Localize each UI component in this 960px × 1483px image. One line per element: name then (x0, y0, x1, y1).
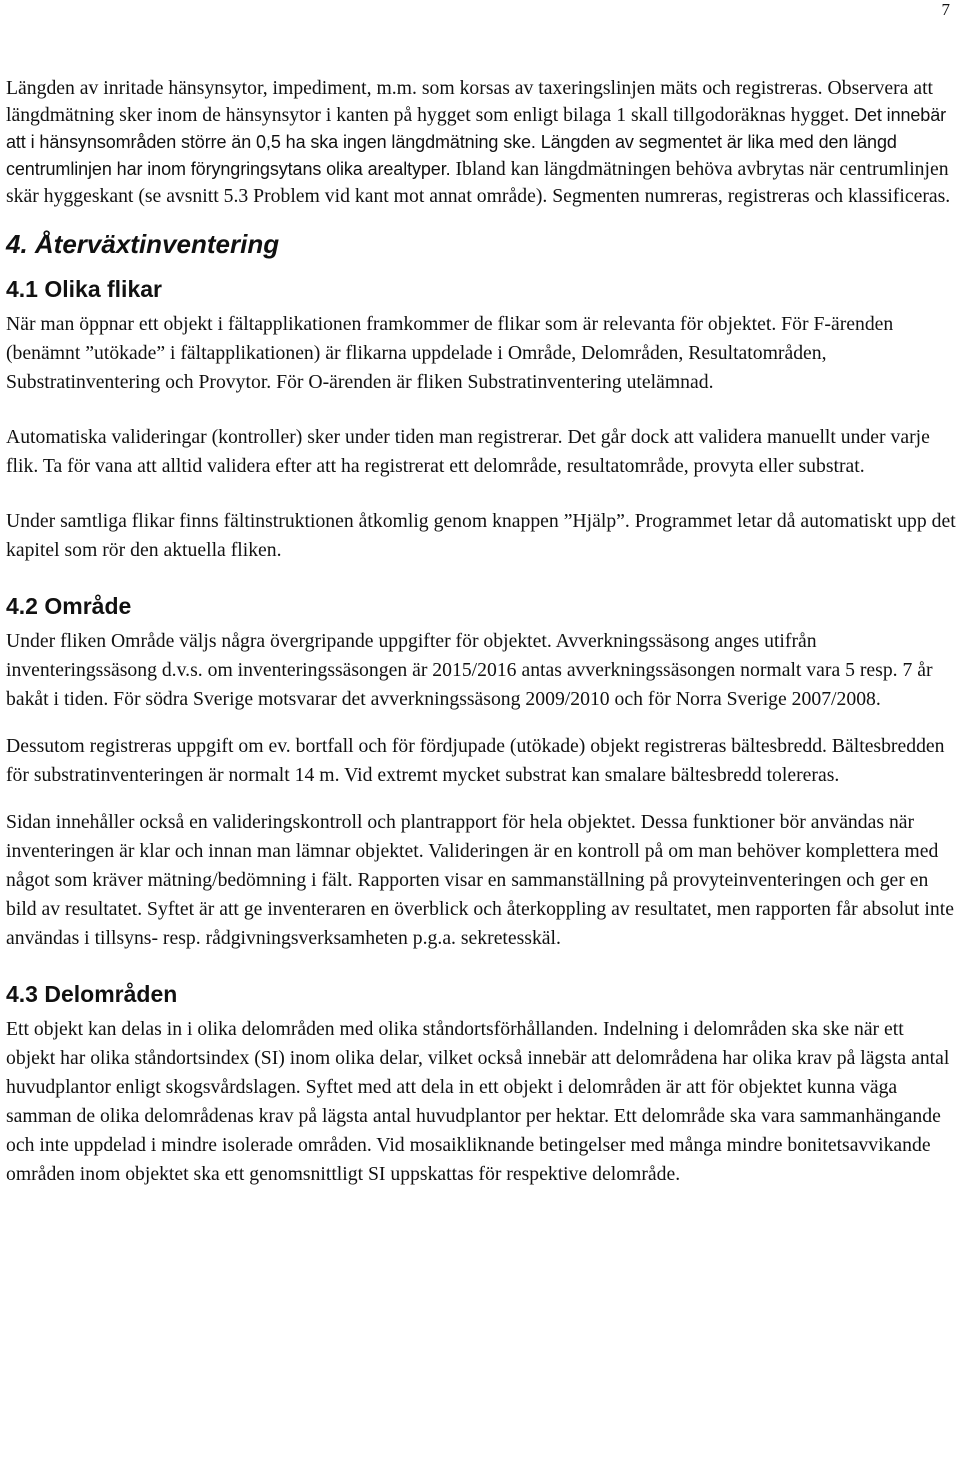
intro-sans-text: Det innebär att i hänsynsområden större än 0,5 ha ska ingen längdmätning ske. Längden av segmentet är lika med den längd centrumlinjen har inom föryngringsytans olika arealtyper. (6, 105, 947, 180)
page-number: 7 (941, 0, 950, 19)
section-4-1-heading: 4.1 Olika flikar (6, 276, 162, 303)
section-4-2-paragraph: Sidan innehåller också en valideringskontroll och plantrapport för hela objektet. Dessa funktioner bör användas när inventeringen är klar och innan man lämnar objektet. Valideringen är en kontroll på om man behöver komplettera med något som kräver mätning/bedömning i fält. Rapporten visar en sammanställning på provyteinventeringen och ger en bild av resultatet. Syftet är att ge inventeraren en överblick och återkoppling av resultatet, men rapporten får absolut inte användas i tillsyns- resp. rådgivningsverksamheten p.g.a. sekretesskäl. (6, 811, 954, 950)
intro-serif-text: Längden av inritade hänsynsytor, impediment, m.m. som korsas av taxeringslinjen mäts och registreras. Observera att längdmätning sker inom de hänsynsytor i kanten på hygget som enligt bilaga 1 skall tillgodoräknas hygget. (6, 77, 934, 127)
section-4-1-paragraph: Under samtliga flikar finns fältinstruktionen åtkomlig genom knappen ”Hjälp”. Programmet letar då automatiskt upp det kapitel som rör den aktuella fliken. (6, 510, 956, 562)
section-4-2-paragraph: Dessutom registreras uppgift om ev. bortfall och för fördjupade (utökade) objekt registreras bältesbredd. Bältesbredden för substratinventeringen är normalt 14 m. Vid extremt mycket substrat kan smalare bältesbredd tolereras. (6, 735, 945, 787)
section-4-1-paragraph: Automatiska valideringar (kontroller) sker under tiden man registrerar. Det går dock att validera manuellt under varje flik. Ta för vana att alltid validera efter att ha registrerat ett delområde, resultatområde, provyta eller substrat. (6, 426, 930, 478)
intro-paragraph (6, 75, 956, 210)
section-4-2-paragraph: Under fliken Område väljs några övergripande uppgifter för objektet. Avverkningssäsong anges utifrån inventeringssäsong d.v.s. om inventeringssäsongen är 2015/2016 antas avverkningssäsongen normalt vara 5 resp. 7 år bakåt i tiden. För södra Sverige motsvarar det avverkningssäsong 2009/2010 och för Norra Sverige 2007/2008. (6, 630, 933, 711)
section-4-3-heading: 4.3 Delområden (6, 981, 178, 1008)
section-4-heading: 4. Återväxtinventering (6, 229, 280, 260)
section-4-1-paragraph: När man öppnar ett objekt i fältapplikationen framkommer de flikar som är relevanta för objektet. För F-ärenden (benämnt ”utökade” i fältapplikationen) är flikarna uppdelade i Område, Delområden, Resultatområden, Substratinventering och Provytor. För O-ärenden är fliken Substratinventering utelämnad. (6, 313, 894, 394)
section-4-2-heading: 4.2 Område (6, 593, 132, 620)
document-body (6, 75, 956, 1189)
intro-serif-tail: Ibland kan längdmätningen behöva avbrytas när centrumlinjen skär hyggeskant (se avsnitt 5.3 Problem vid kant mot annat område). Segmenten numreras, registreras och klassificeras. (6, 158, 951, 208)
section-4-3-paragraph: Ett objekt kan delas in i olika delområden med olika ståndortsförhållanden. Indelning i delområden ska ske när ett objekt har olika ståndortsindex (SI) inom olika delar, vilket också innebär att delområdena har olika krav på lägsta antal huvudplantor enligt skogsvårdslagen. Syftet med att dela in ett objekt i delområden är att för objektet kunna väga samman de olika delområdenas krav på lägsta antal huvudplantor per hektar. Ett delområde ska vara sammanhängande och inte uppdelad i mindre isolerade områden. Vid mosaikliknande betingelser med många mindre bonitetsavvikande områden inom objektet ska ett genomsnittligt SI uppskattas för respektive delområde. (6, 1018, 950, 1186)
